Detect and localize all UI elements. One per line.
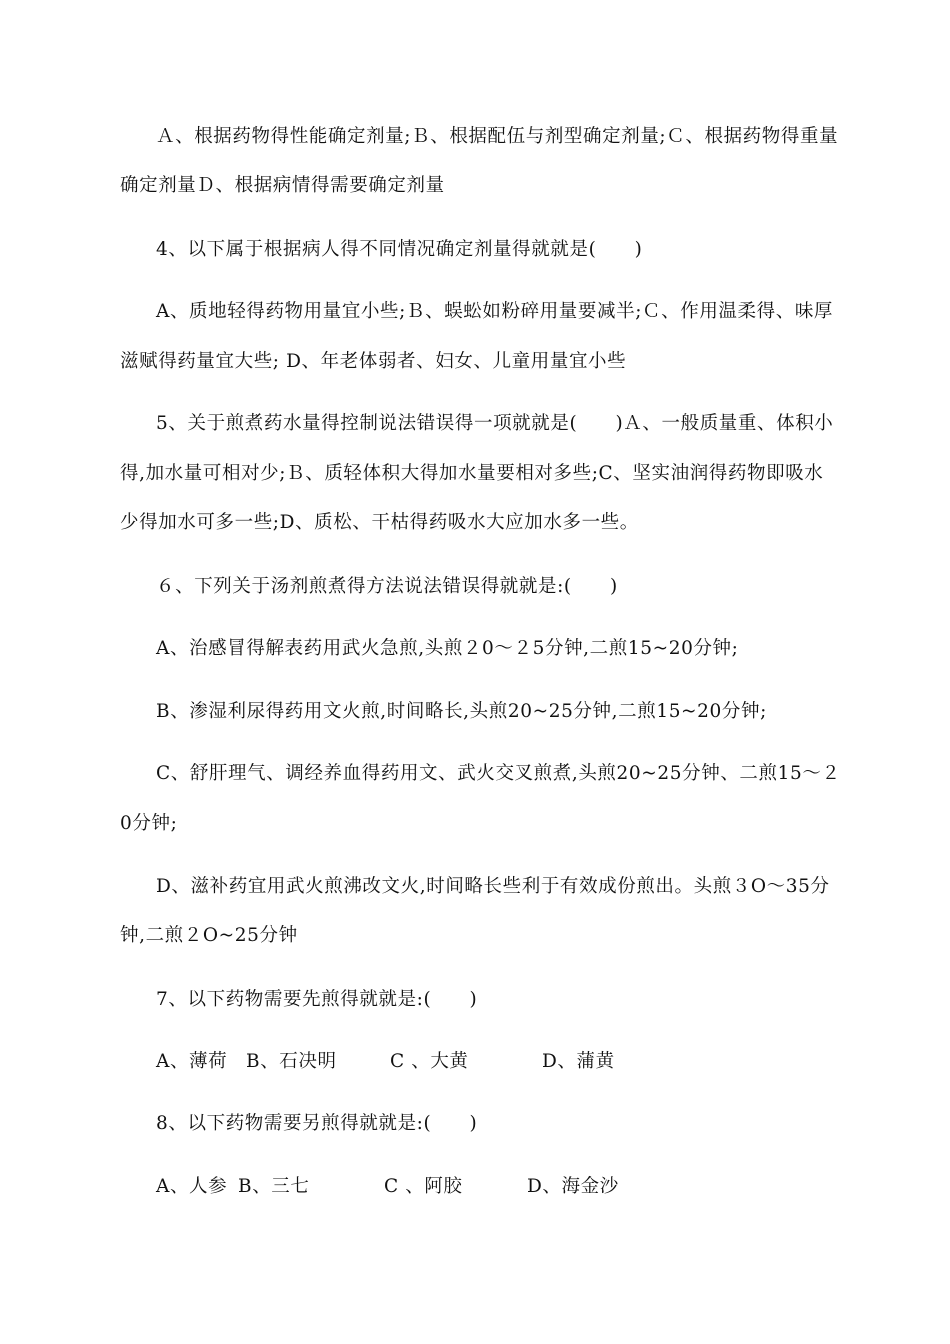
q6-option-c-line-1: C、舒肝理气、调经养血得药用文、武火交叉煎煮,头煎20~25分钟、二煎15～２ xyxy=(156,763,841,784)
q6-option-a: A、治感冒得解表药用武火急煎,头煎２0～２5分钟,二煎15~20分钟; xyxy=(156,638,739,659)
q7-options xyxy=(156,1036,871,1088)
q8-options xyxy=(156,1161,871,1213)
q3-options-line-2: 确定剂量Ｄ、根据病情得需要确定剂量 xyxy=(120,175,445,196)
q6-option-c-line-2: 0分钟; xyxy=(120,813,178,834)
q4-options-line-2: 滋赋得药量宜大些; D、年老体弱者、妇女、儿童用量宜小些 xyxy=(120,351,627,372)
q4-options-line-1: A、质地轻得药物用量宜小些;Ｂ、蜈蚣如粉碎用量要减半;Ｃ、作用温柔得、味厚 xyxy=(156,301,834,322)
q8-option-b: B、三七 xyxy=(238,1176,310,1197)
q5-line-3: 少得加水可多一些;D、质松、干枯得药吸水大应加水多一些。 xyxy=(120,512,639,533)
q5-line-2: 得,加水量可相对少;Ｂ、质轻体积大得加水量要相对多些;C、坚实油润得药物即吸水 xyxy=(120,463,824,484)
q7-stem: 7、以下药物需要先煎得就就是:( ) xyxy=(156,989,478,1010)
q3-options-line-1: Ａ、根据药物得性能确定剂量;Ｂ、根据配伍与剂型确定剂量;Ｃ、根据药物得重量 xyxy=(156,126,839,147)
q8-stem: 8、以下药物需要另煎得就就是:( ) xyxy=(156,1113,478,1134)
q8-option-d: D、海金沙 xyxy=(527,1176,619,1197)
q7-option-c: C 、大黄 xyxy=(390,1051,469,1072)
q7-option-d: D、蒲黄 xyxy=(542,1051,615,1072)
q7-option-b: B、石决明 xyxy=(246,1051,337,1072)
q6-option-d-line-2: 钟,二煎２O~25分钟 xyxy=(120,925,298,946)
q6-stem: ６、下列关于汤剂煎煮得方法说法错误得就就是:( ) xyxy=(156,576,618,597)
q5-line-1: 5、关于煎煮药水量得控制说法错误得一项就就是( )Ａ、一般质量重、体积小 xyxy=(156,413,834,434)
q8-option-a: A、人参 xyxy=(156,1176,228,1197)
q8-option-c: C 、阿胶 xyxy=(384,1176,463,1197)
q6-option-d-line-1: D、滋补药宜用武火煎沸改文火,时间略长些利于有效成份煎出。头煎３O～35分 xyxy=(156,876,830,897)
q7-option-a: A、薄荷 xyxy=(156,1051,228,1072)
q4-stem: 4、以下属于根据病人得不同情况确定剂量得就就是( ) xyxy=(156,239,643,260)
q6-option-b: B、渗湿利尿得药用文火煎,时间略长,头煎20~25分钟,二煎15~20分钟; xyxy=(156,701,767,722)
